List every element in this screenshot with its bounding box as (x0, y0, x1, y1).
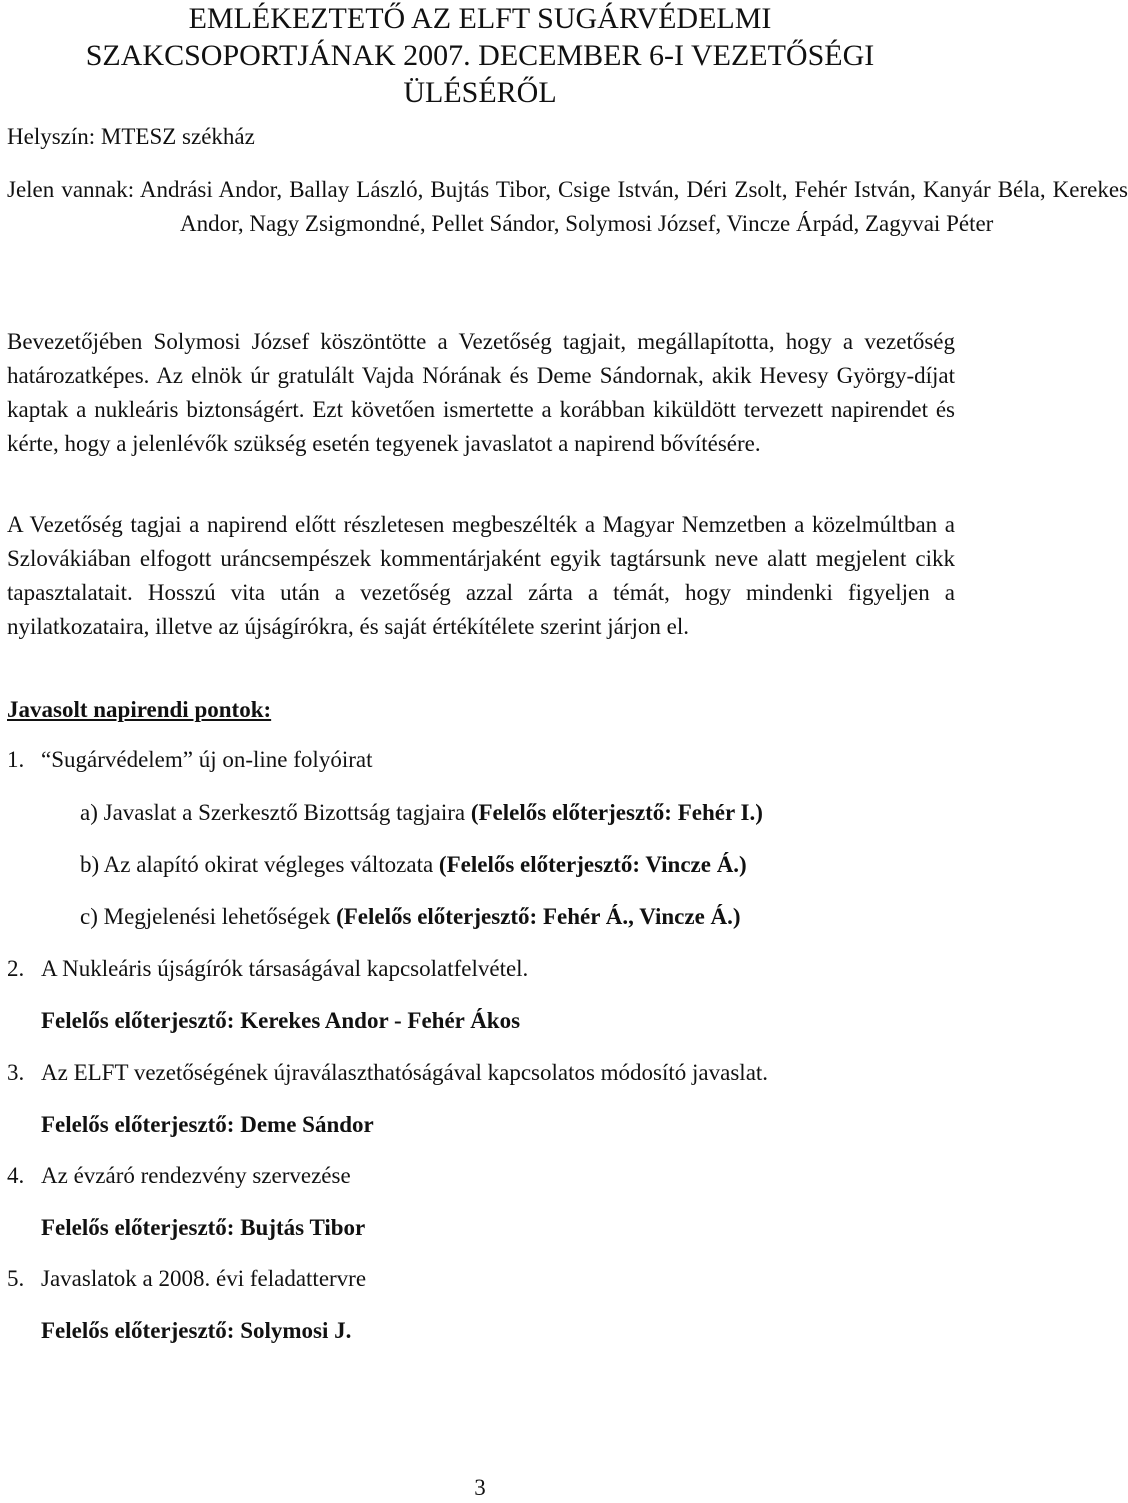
agenda-subitem-a (80, 798, 763, 828)
document-title (0, 0, 960, 111)
attendees-paragraph (7, 173, 1128, 241)
title-line-1: EMLÉKEZTETŐ AZ ELFT SUGÁRVÉDELMI (188, 2, 772, 35)
attendees-names: Andrási Andor, Ballay László, Bujtás Tibor, Csige István, Déri Zsolt, Fehér István, Kanyár Béla, Kerekes Andor, Nagy Zsigmondné, Pellet Sándor, Solymosi József, Vincze Árpád, Zagyvai Péter (139, 177, 1128, 236)
subitem-text: b) Az alapító okirat végleges változata (80, 852, 439, 877)
agenda-responsible-2: Felelős előterjesztő: Kerekes Andor - Fehér Ákos (41, 1008, 521, 1033)
agenda-item-5 (7, 1264, 366, 1294)
subitem-responsible: (Felelős előterjesztő: Fehér I.) (470, 800, 763, 825)
agenda-item-2 (7, 954, 528, 984)
subitem-responsible: (Felelős előterjesztő: Fehér Á., Vincze Á.) (336, 904, 741, 929)
agenda-item-text: Az ELFT vezetőségének újraválaszthatóságával kapcsolatos módosító javaslat. (41, 1060, 769, 1085)
title-line-2: SZAKCSOPORTJÁNAK 2007. DECEMBER 6-I VEZETŐSÉGI (85, 39, 875, 72)
page-number: 3 (474, 1475, 486, 1500)
subitem-text: a) Javaslat a Szerkesztő Bizottság tagjaira (80, 800, 471, 825)
agenda-item-number: 5. (7, 1266, 25, 1291)
agenda-item-number: 2. (7, 956, 25, 981)
agenda-responsible-3: Felelős előterjesztő: Deme Sándor (41, 1112, 374, 1137)
agenda-heading: Javasolt napirendi pontok: (7, 697, 272, 722)
agenda-subitem-c (80, 902, 741, 932)
agenda-item-text: Javaslatok a 2008. évi feladattervre (41, 1266, 367, 1291)
agenda-item-number: 4. (7, 1163, 25, 1188)
agenda-responsible-5: Felelős előterjesztő: Solymosi J. (41, 1318, 352, 1343)
agenda-item-3 (7, 1058, 768, 1088)
location-line: Helyszín: MTESZ székház (7, 124, 255, 149)
attendees-label: Jelen vannak: (7, 177, 140, 202)
agenda-responsible-4: Felelős előterjesztő: Bujtás Tibor (41, 1215, 366, 1240)
agenda-item-text: A Nukleáris újságírók társaságával kapcsolatfelvétel. (41, 956, 529, 981)
title-line-3: ÜLÉSÉRŐL (403, 76, 557, 109)
intro-paragraph: Bevezetőjében Solymosi József köszöntötte a Vezetőség tagjait, megállapította, hogy a vezetőség határozatképes. Az elnök úr gratulált Vajda Nórának és Deme Sándornak, akik Hevesy György-díjat kaptak a nukleáris biztonságért. Ezt követően ismertette a korábban kiküldött tervezett napirendet és kérte, hogy a jelenlévők szükség esetén tegyenek javaslatot a napirend bővítésére. (7, 329, 955, 456)
agenda-item-4 (7, 1161, 351, 1191)
discussion-paragraph: A Vezetőség tagjai a napirend előtt részletesen megbeszélték a Magyar Nemzetben a közelmúltban a Szlovákiában elfogott uráncsempészek kommentárjaként egyik tagtársunk neve alatt megjelent cikk tapasztalatait. Hosszú vita után a vezetőség azzal zárta a témát, hogy mindenki figyeljen a nyilatkozataira, illetve az újságírókra, és saját értékítélete szerint járjon el. (7, 512, 955, 639)
agenda-item-text: “Sugárvédelem” új on-line folyóirat (41, 747, 373, 772)
subitem-responsible: (Felelős előterjesztő: Vincze Á.) (438, 852, 747, 877)
agenda-item-number: 3. (7, 1060, 25, 1085)
agenda-subitem-b (80, 850, 747, 880)
subitem-text: c) Megjelenési lehetőségek (80, 904, 337, 929)
agenda-item-text: Az évzáró rendezvény szervezése (41, 1163, 351, 1188)
agenda-item-1 (7, 745, 372, 775)
agenda-item-number: 1. (7, 747, 25, 772)
